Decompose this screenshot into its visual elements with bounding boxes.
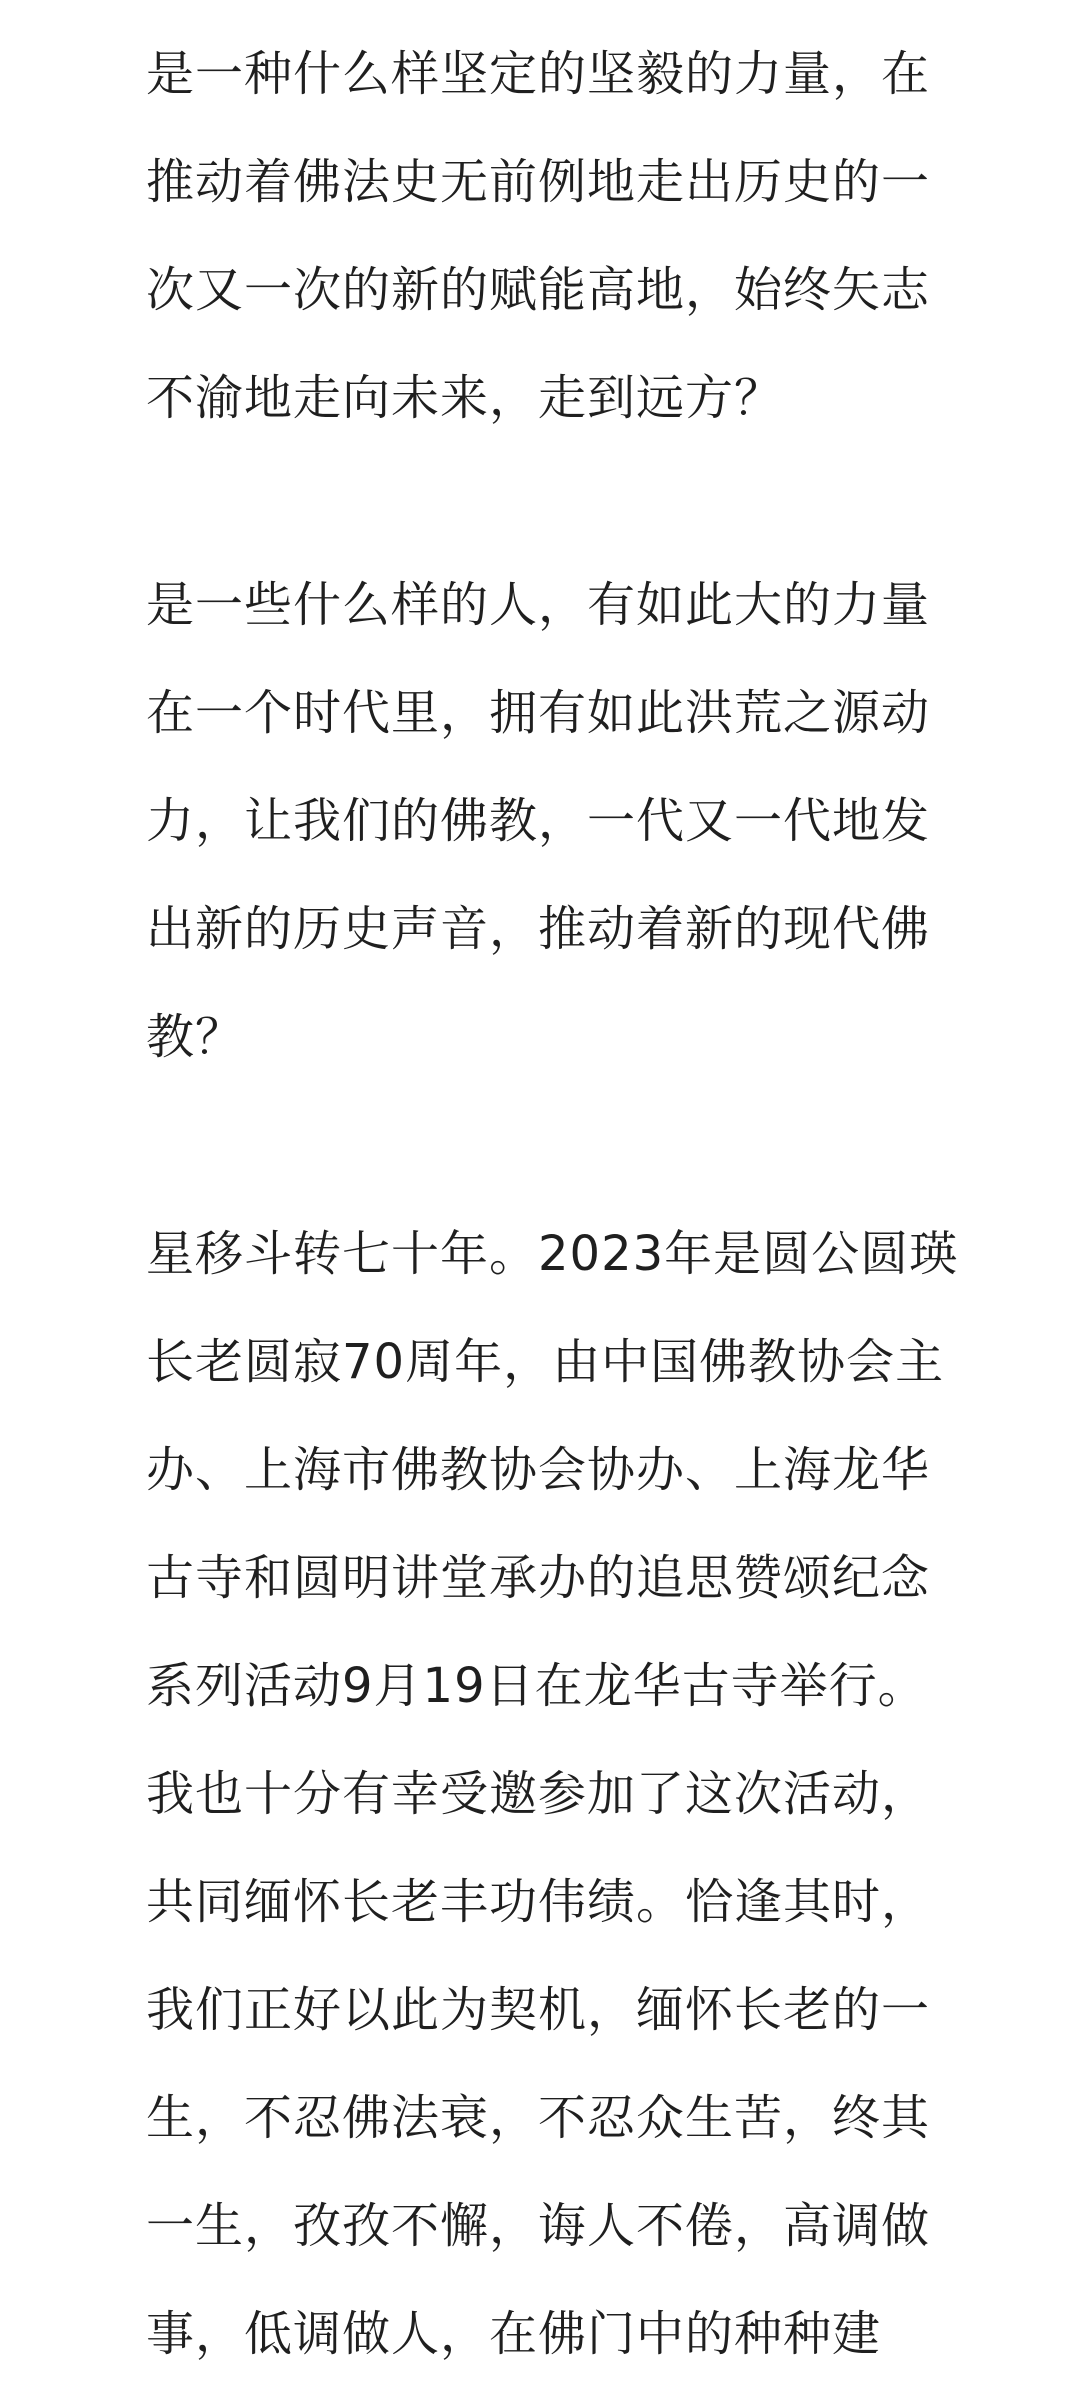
paragraph-line: 在一个时代里，拥有如此洪荒之源动 <box>146 685 931 741</box>
paragraph-line: 一生，孜孜不懈，诲人不倦，高调做 <box>146 2198 931 2254</box>
paragraph-1 <box>146 20 930 452</box>
paragraph-line: 共同缅怀长老丰功伟绩。恰逢其时， <box>146 1874 931 1930</box>
paragraph-line: 星移斗转七十年。2023年是圆公圆瑛 <box>146 1226 959 1282</box>
paragraph-2 <box>146 551 930 1091</box>
paragraph-line: 力，让我们的佛教，一代又一代地发 <box>146 793 931 849</box>
paragraph-line: 系列活动9月19日在龙华古寺举行。 <box>146 1658 927 1714</box>
paragraph-line: 我也十分有幸受邀参加了这次活动， <box>146 1766 931 1822</box>
paragraph-line: 长老圆寂70周年，由中国佛教协会主 <box>146 1334 945 1390</box>
paragraph-line: 推动着佛法史无前例地走出历史的一 <box>146 154 931 210</box>
paragraph-line: 教？ <box>146 1009 245 1065</box>
paragraph-line: 办、上海市佛教协会协办、上海龙华 <box>146 1442 931 1498</box>
paragraph-line: 我们正好以此为契机，缅怀长老的一 <box>146 1982 931 2038</box>
paragraph-line: 是一种什么样坚定的坚毅的力量，在 <box>146 46 931 102</box>
paragraph-line: 古寺和圆明讲堂承办的追思赞颂纪念 <box>146 1550 931 1606</box>
paragraph-3 <box>146 1200 958 2388</box>
paragraph-line: 事，低调做人，在佛门中的种种建 <box>146 2306 882 2362</box>
paragraph-line: 不渝地走向未来，走到远方？ <box>146 370 784 426</box>
paragraph-line: 次又一次的新的赋能高地，始终矢志 <box>146 262 931 318</box>
paragraph-line: 是一些什么样的人，有如此大的力量 <box>146 577 931 633</box>
paragraph-line: 生，不忍佛法衰，不忍众生苦，终其 <box>146 2090 931 2146</box>
paragraph-line: 出新的历史声音，推动着新的现代佛 <box>146 901 931 957</box>
